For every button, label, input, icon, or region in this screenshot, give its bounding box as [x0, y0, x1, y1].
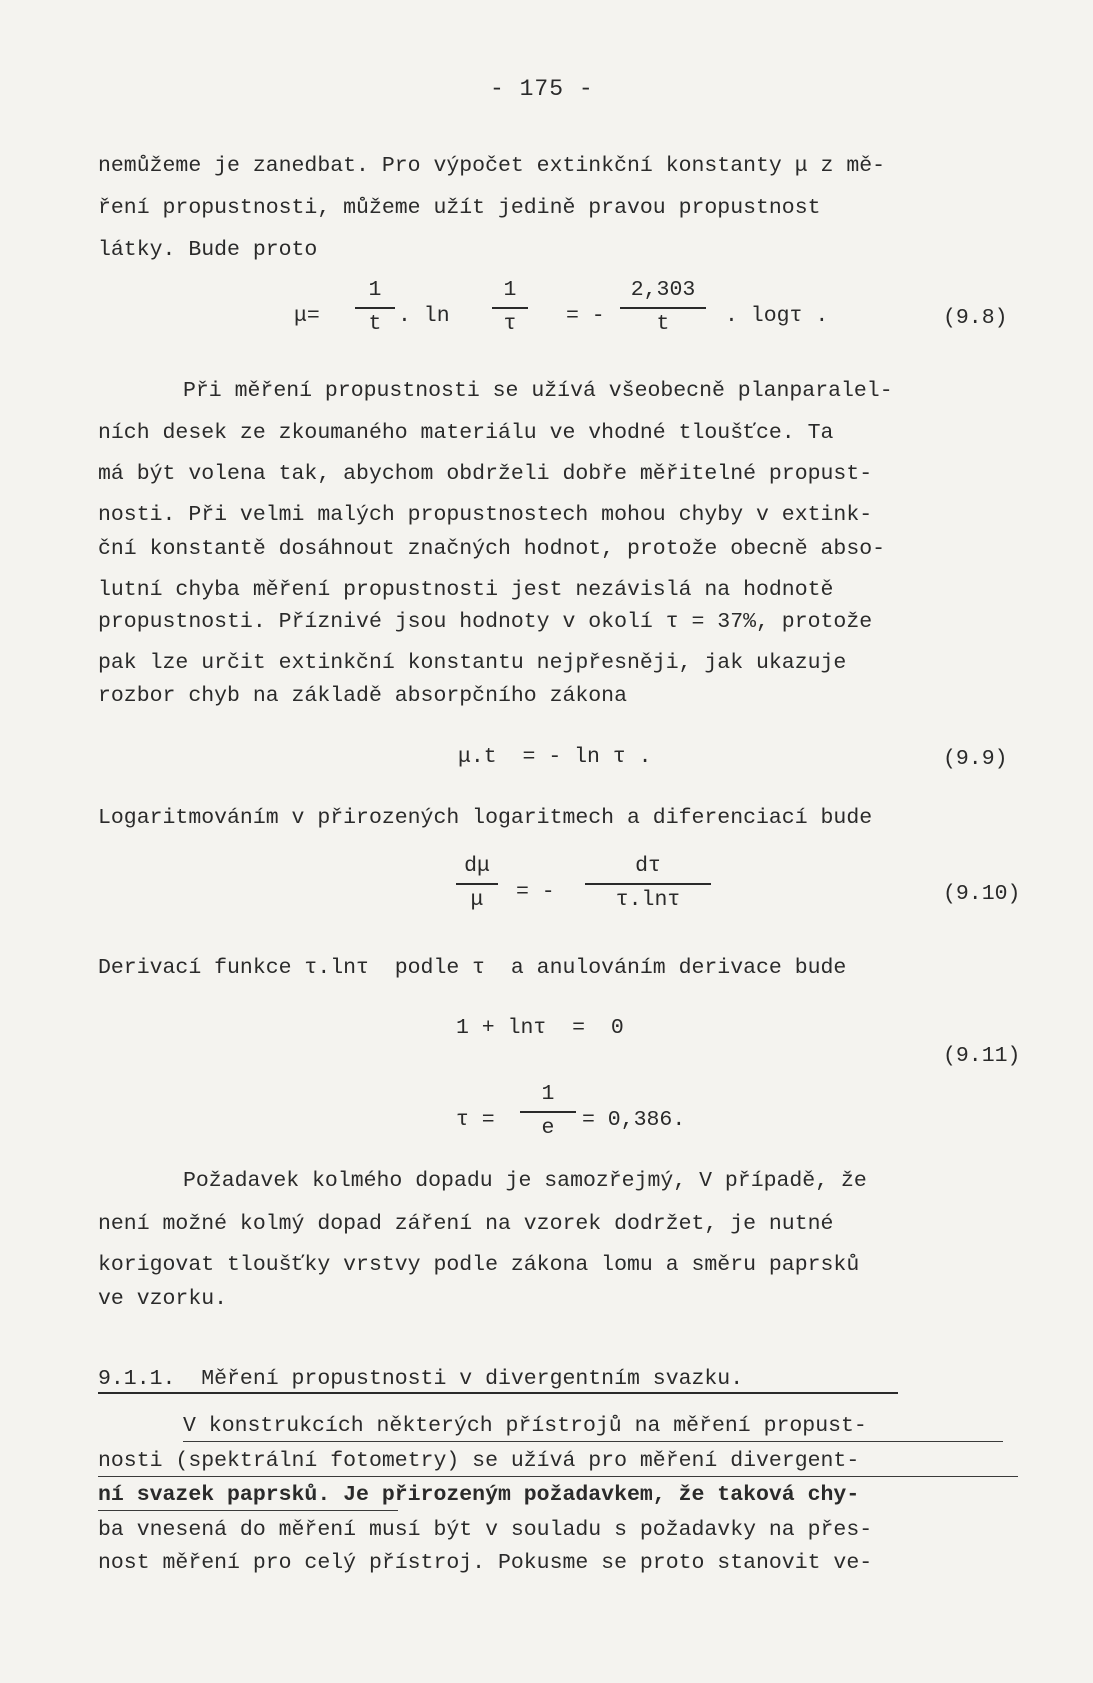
pencil-underline — [183, 1441, 1003, 1442]
text-line: ření propustnosti, můžeme užít jedině pravou propustnost — [98, 196, 821, 220]
text-line: Požadavek kolmého dopadu je samozřejmý, V případě, že — [183, 1169, 867, 1193]
fraction-denominator: t — [656, 311, 670, 336]
equation-number: (9.11) — [943, 1044, 1021, 1068]
eq-rhs: = 0,386. — [582, 1108, 686, 1132]
fraction-numerator: dμ — [464, 854, 490, 878]
fraction-bar — [585, 883, 711, 885]
page-number: - 175 - — [490, 76, 594, 102]
fraction — [456, 856, 498, 911]
heading-underline — [98, 1392, 898, 1394]
fraction-bar — [355, 307, 395, 309]
text-line: ní svazek paprsků. Je přirozeným požadavkem, že taková chy- — [98, 1483, 860, 1507]
fraction-bar — [492, 307, 528, 309]
text-line: nost měření pro celý přístroj. Pokusme se proto stanovit ve- — [98, 1551, 873, 1575]
text-line: V konstrukcích některých přístrojů na měření propust- — [183, 1414, 867, 1438]
text-line: ních desek ze zkoumaného materiálu ve vhodné tloušťce. Ta — [98, 421, 834, 445]
text-line: má být volena tak, abychom obdrželi dobře měřitelné propust- — [98, 462, 873, 486]
text-line: ční konstantě dosáhnout značných hodnot, protože obecně abso- — [98, 537, 886, 561]
fraction-denominator: τ.lnτ — [615, 887, 681, 912]
eq-minus: = - — [566, 304, 605, 328]
text-line: nemůžeme je zanedbat. Pro výpočet extinkční konstanty μ z mě- — [98, 154, 886, 178]
text-line: ve vzorku. — [98, 1287, 228, 1311]
equation-number: (9.10) — [943, 882, 1021, 906]
fraction-denominator: μ — [470, 887, 484, 912]
text-line: propustnosti. Příznivé jsou hodnoty v okolí τ = 37%, protože — [98, 610, 873, 634]
equation-number: (9.8) — [943, 306, 1008, 330]
section-heading: 9.1.1. Měření propustnosti v divergentním svazku. — [98, 1367, 744, 1391]
fraction-denominator: τ — [503, 311, 517, 336]
text-line: látky. Bude proto — [98, 238, 318, 262]
fraction-numerator: dτ — [635, 854, 661, 878]
fraction-denominator: t — [368, 311, 382, 336]
fraction-bar — [520, 1111, 576, 1113]
fraction — [520, 1084, 576, 1139]
eq-lhs: μ= — [294, 304, 320, 328]
eq-line: 1 + lnτ = 0 — [456, 1016, 624, 1040]
text-line: Při měření propustnosti se užívá všeobecně planparalel- — [183, 379, 893, 403]
pencil-underline — [98, 1510, 398, 1511]
equation-number: (9.9) — [943, 747, 1008, 771]
text-line: nosti (spektrální fotometry) se užívá pro měření divergent- — [98, 1449, 860, 1473]
text-line: lutní chyba měření propustnosti jest nezávislá na hodnotě — [98, 578, 834, 602]
eq-minus: = - — [516, 880, 555, 904]
fraction-bar — [456, 883, 498, 885]
fraction-numerator: 2,303 — [630, 278, 696, 302]
text-line: korigovat tloušťky vrstvy podle zákona lomu a směru paprsků — [98, 1253, 860, 1277]
eq-lhs: τ = — [456, 1108, 495, 1132]
fraction-denominator: e — [541, 1115, 555, 1140]
fraction — [585, 856, 711, 911]
equation-9-9: μ.t = - ln τ . — [458, 745, 652, 769]
text-line: rozbor chyb na základě absorpčního zákona — [98, 684, 627, 708]
fraction — [355, 280, 395, 335]
fraction-bar — [620, 307, 706, 309]
fraction-numerator: 1 — [503, 278, 517, 302]
eq-tail: . logτ . — [725, 304, 829, 328]
fraction — [620, 280, 706, 335]
fraction-numerator: 1 — [541, 1082, 555, 1106]
text-line: nosti. Při velmi malých propustnostech mohou chyby v extink- — [98, 503, 873, 527]
text-line: Derivací funkce τ.lnτ podle τ a anulováním derivace bude — [98, 956, 847, 980]
eq-ln: . ln — [398, 304, 450, 328]
text-line: ba vnesená do měření musí být v souladu s požadavky na přes- — [98, 1518, 873, 1542]
fraction-numerator: 1 — [368, 278, 382, 302]
text-line: pak lze určit extinkční konstantu nejpřesněji, jak ukazuje — [98, 651, 847, 675]
text-line: Logaritmováním v přirozených logaritmech a diferenciací bude — [98, 806, 873, 830]
pencil-underline — [98, 1476, 1018, 1477]
text-line: není možné kolmý dopad záření na vzorek dodržet, je nutné — [98, 1212, 834, 1236]
fraction — [492, 280, 528, 335]
